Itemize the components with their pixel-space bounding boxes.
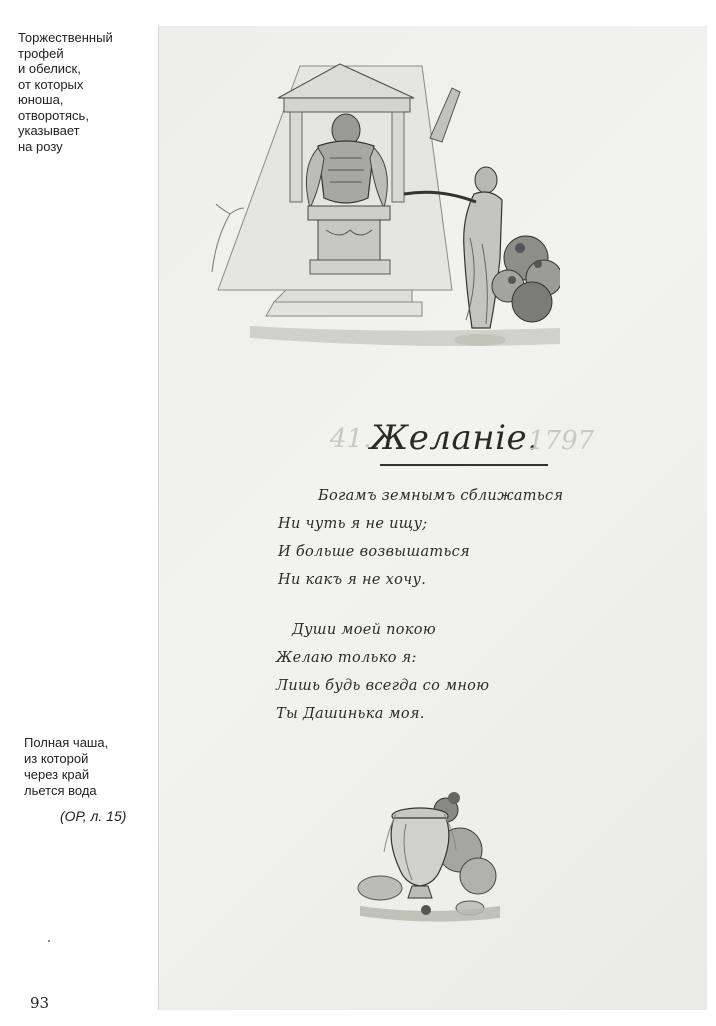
trophy-obelisk-illustration <box>190 58 560 378</box>
caption-line: трофей <box>18 45 64 61</box>
overflowing-urn-illustration <box>350 780 510 930</box>
caption-line: юноша, <box>18 92 64 107</box>
source-reference: (ОР, л. 15) <box>60 808 127 824</box>
verse-line: Ты Дашинька моя. <box>276 706 425 722</box>
poem-year: 1797 <box>528 426 595 456</box>
page-number: 93 <box>30 994 50 1012</box>
caption-line: и обелиск, <box>18 61 81 76</box>
poem-number: 41. <box>330 424 372 454</box>
caption-line: через край <box>24 767 90 782</box>
title-underline <box>380 464 548 466</box>
poem-title-row <box>330 412 595 472</box>
caption-trophy <box>18 30 136 154</box>
caption-line: Торжественный <box>18 30 113 45</box>
verse-line: Ни чуть я не ищу; <box>278 516 428 532</box>
poem-title: Желаніе. <box>370 418 539 458</box>
verse-line: Ни какъ я не хочу. <box>278 572 427 588</box>
caption-urn <box>24 735 148 799</box>
speck <box>48 940 50 942</box>
verse-line: Желаю только я: <box>276 650 417 666</box>
caption-line: льется вода <box>24 783 97 798</box>
verse-line: Души моей покою <box>292 622 436 638</box>
caption-line: указывает <box>18 123 80 138</box>
verse-line: И больше возвышаться <box>278 544 470 560</box>
caption-line: из которой <box>24 751 89 766</box>
caption-line: от которых <box>18 76 84 92</box>
caption-line: отворотясь, <box>18 107 89 123</box>
caption-line: Полная чаша, <box>24 735 109 750</box>
verse-line: Богамъ земнымъ сближаться <box>318 488 564 504</box>
verse-line: Лишь будь всегда со мною <box>276 678 490 694</box>
caption-line: на розу <box>18 138 63 154</box>
